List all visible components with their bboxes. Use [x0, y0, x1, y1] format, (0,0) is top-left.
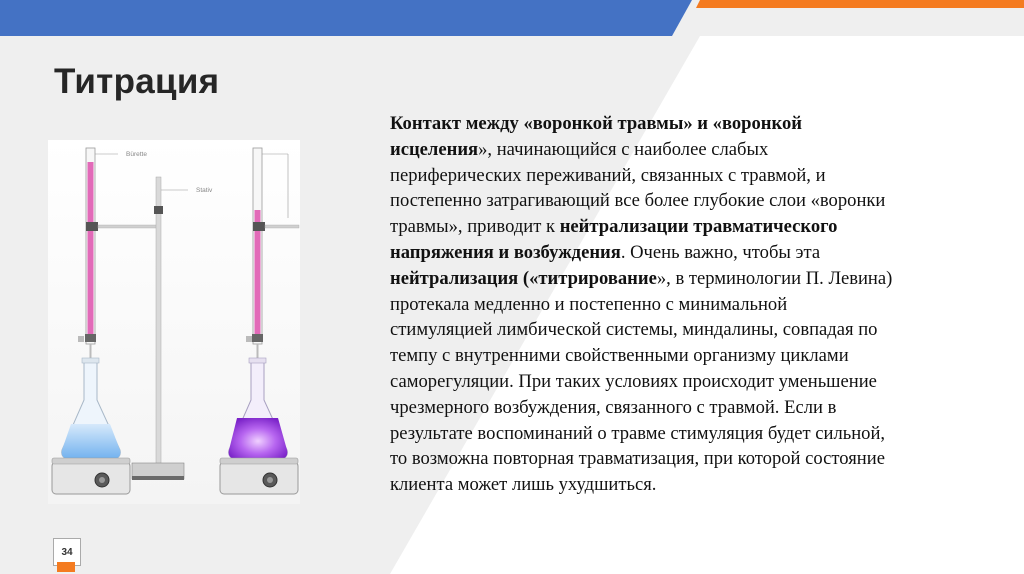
body-line	[390, 395, 990, 421]
body-line	[390, 446, 990, 472]
body-text-run: . Очень важно, чтобы эта	[620, 241, 821, 263]
body-line	[390, 240, 990, 266]
body-text-run: темпу с внутренними свойственными организму циклами	[390, 345, 849, 367]
body-text-run: клиента может лишь ухудшиться.	[390, 474, 657, 496]
body-line	[390, 317, 990, 343]
body-text-run: чрезмерного возбуждения, связанного с травмой. Если в	[390, 396, 837, 418]
body-line	[390, 137, 990, 163]
burette-label: Bürette	[126, 151, 147, 158]
body-text-bold: исцеления	[390, 138, 479, 160]
body-line	[390, 292, 990, 318]
body-text-bold: нейтрализации травматического	[559, 216, 838, 238]
slide-title: Титрация	[54, 62, 220, 101]
body-text-run: », начинающийся с наиболее слабых	[478, 138, 769, 160]
body-line	[390, 163, 990, 189]
body-line	[390, 188, 990, 214]
body-text-run: постепенно затрагивающий все более глубокие слои «воронки	[390, 190, 886, 212]
body-line	[390, 472, 990, 498]
left-stirrer-plate	[52, 458, 130, 494]
body-line	[390, 111, 990, 137]
body-text-run: травмы», приводит к	[390, 216, 560, 238]
right-stirrer-plate	[220, 458, 298, 494]
body-line	[390, 369, 990, 395]
body-text-run: саморегуляции. При таких условиях происходит уменьшение	[390, 370, 877, 392]
titration-illustration	[48, 140, 300, 504]
body-text-run: результате воспоминаний о травме стимуляция будет сильной,	[390, 422, 886, 444]
page-number-accent	[57, 562, 75, 572]
body-text-run: то возможна повторная травматизация, при которой состояние	[390, 448, 885, 470]
body-text-bold: нейтрализация («титрирование	[390, 267, 657, 289]
body-text-bold: Контакт между «воронкой травмы» и «воронкой	[390, 113, 803, 134]
body-line	[390, 421, 990, 447]
page-number: 34	[53, 538, 81, 566]
body-text-run: », в терминологии П. Левина)	[656, 267, 893, 289]
body-line	[390, 214, 990, 240]
top-blue-bar	[0, 0, 692, 36]
body-paragraph	[390, 111, 990, 498]
body-text-run: стимуляцией лимбической системы, миндалины, совпадая по	[390, 319, 878, 341]
body-line	[390, 266, 990, 292]
body-line	[390, 343, 990, 369]
body-text-run: протекала медленно и постепенно с минимальной	[390, 293, 788, 315]
stativ-label: Stativ	[196, 187, 213, 194]
body-text-run: периферических переживаний, связанных с травмой, и	[390, 164, 826, 186]
top-orange-bar	[696, 0, 1024, 8]
body-text-bold: напряжения и возбуждения	[390, 241, 621, 263]
